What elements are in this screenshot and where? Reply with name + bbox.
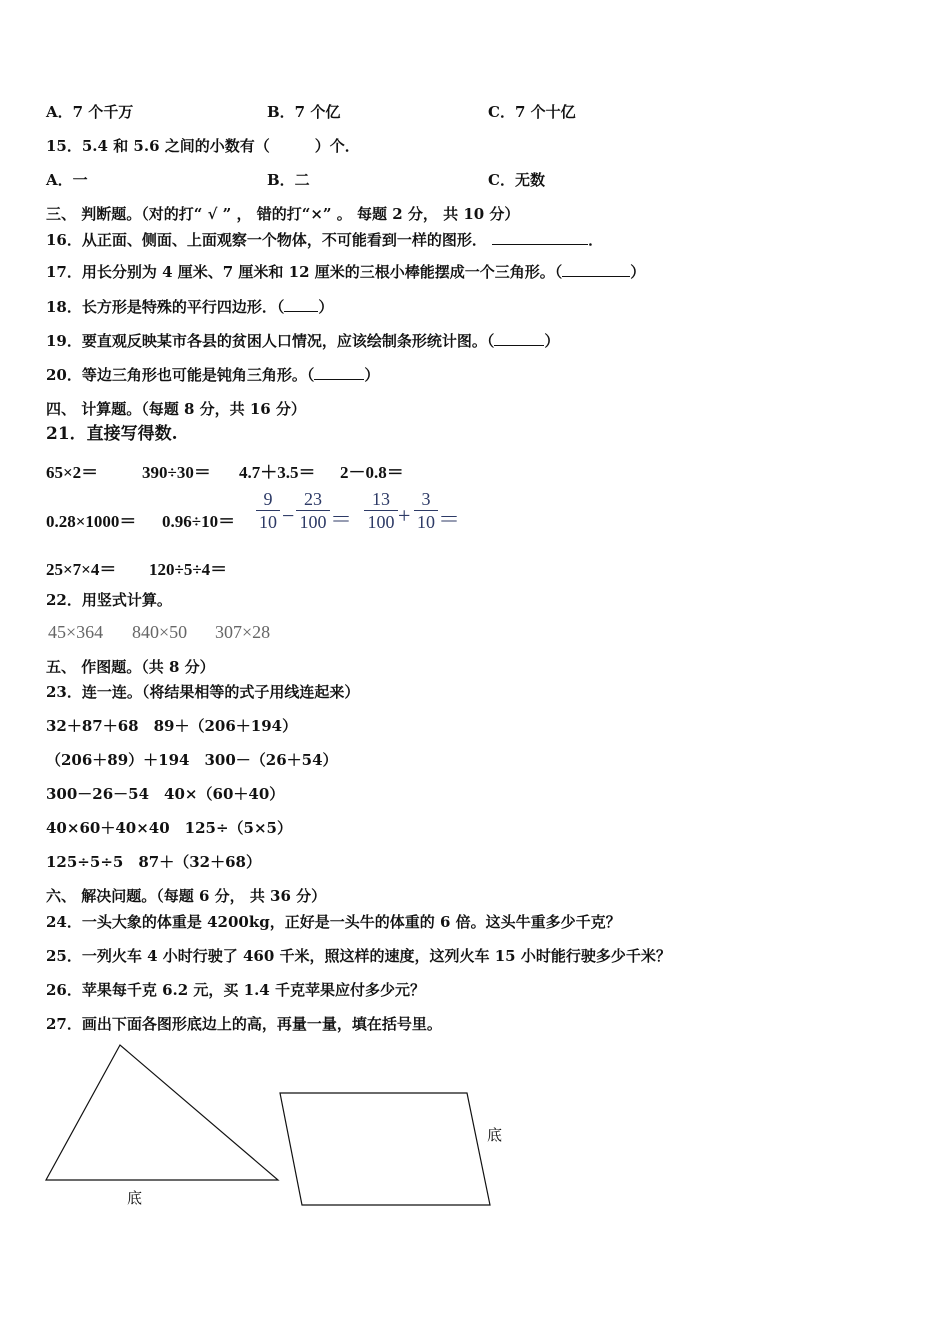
question-22-title: 22．用竖式计算。 [46,591,172,609]
triangle-shape [46,1045,278,1180]
numerator: 3 [421,489,431,509]
section-3-title: 三、 判断题。（对的打“ √ ” ， 错的打“×” 。 每题 2 分， 共 10 分） [46,205,520,223]
question-23-title: 23．连一连。（将结果相等的式子用线连起来） [46,683,360,701]
calc-item: 2－0.8＝ [340,463,404,482]
calc-item: 65×2＝ [46,463,99,482]
option-a: A．一 [46,171,88,189]
question-17-text: 17．用长分别为 4 厘米、7 厘米和 12 厘米的三根小棒能摆成一个三角形。（ [46,263,563,281]
match-row: 32＋87＋68 89＋（206＋194） [46,717,298,735]
answer-blank[interactable] [494,331,544,346]
question-18-text: 18．长方形是特殊的平行四边形．（ [46,298,285,316]
calc-item: 390÷30＝ [142,463,211,482]
question-20-end: ） [364,366,380,384]
calc-item: 120÷5÷4＝ [149,560,228,579]
fraction [296,489,330,532]
question-17 [46,262,645,282]
vertical-calc-item: 45×364 [48,622,104,642]
match-row: （206＋89）＋194 300－（26＋54） [46,751,338,769]
fraction-bar [414,510,438,511]
question-16-text: 16．从正面、侧面、上面观察一个物体，不可能看到一样的图形． [46,231,487,249]
vertical-calc-item: 840×50 [132,622,188,642]
question-21-title: 21．直接写得数. [46,424,178,444]
section-6-title: 六、 解决问题。（每题 6 分， 共 36 分） [46,887,327,905]
numerator: 13 [372,489,390,509]
match-row: 125÷5÷5 87＋（32＋68） [46,853,261,871]
calc-item: 0.28×1000＝ [46,512,137,531]
calc-item: 0.96÷10＝ [162,512,236,531]
question-15: 15．5.4 和 5.6 之间的小数有（ ）个． [46,137,360,155]
question-20-text: 20．等边三角形也可能是钝角三角形。（ [46,366,315,384]
equals-sign: ＝ [330,507,353,532]
fraction-bar [296,510,330,511]
denominator: 10 [259,512,277,532]
question-24: 24．一头大象的体重是 4200kg，正好是一头牛的体重的 6 倍。这头牛重多少千克？ [46,913,621,931]
question-19 [46,331,559,351]
question-27: 27．画出下面各图形底边上的高，再量一量，填在括号里。 [46,1015,442,1033]
numerator: 9 [263,489,273,509]
question-16 [46,230,603,250]
denominator: 100 [299,512,327,532]
equals-sign: ＝ [438,507,461,532]
parallelogram-base-label: 底 [487,1126,503,1144]
minus-sign: − [282,503,295,528]
fraction [364,489,398,532]
option-b: B．7 个亿 [267,103,341,121]
vertical-calc-item: 307×28 [215,622,271,642]
option-c: C．7 个十亿 [488,103,576,121]
option-c: C．无数 [488,171,545,189]
question-18 [46,297,333,317]
plus-sign: + [398,503,411,528]
parallelogram-figure [275,1088,495,1213]
numerator: 23 [304,489,322,509]
triangle-base-label: 底 [127,1189,143,1207]
fraction-bar [256,510,280,511]
question-26: 26．苹果每千克 6.2 元，买 1.4 千克苹果应付多少元？ [46,981,425,999]
answer-blank[interactable] [562,262,630,277]
question-18-end: ） [318,298,334,316]
question-25: 25．一列火车 4 小时行驶了 460 千米，照这样的速度，这列火车 15 小时能行驶多少千米？ [46,947,671,965]
option-a: A．7 个千万 [46,103,134,121]
match-row: 300－26－54 40×（60＋40） [46,785,285,803]
denominator: 100 [367,512,395,532]
section-5-title: 五、 作图题。（共 8 分） [46,658,215,676]
match-row: 40×60＋40×40 125÷（5×5） [46,819,292,837]
answer-blank[interactable] [492,230,588,245]
calc-item: 4.7＋3.5＝ [239,463,316,482]
question-19-end: ） [544,332,560,350]
answer-blank[interactable] [314,365,364,380]
section-4-title: 四、 计算题。（每题 8 分，共 16 分） [46,400,306,418]
question-20 [46,365,379,385]
fraction-bar [364,510,398,511]
fraction [414,489,438,532]
question-17-end: ） [630,263,646,281]
denominator: 10 [417,512,435,532]
parallelogram-shape [280,1093,490,1205]
triangle-figure [40,1040,290,1190]
question-16-end: ． [588,231,604,249]
question-19-text: 19．要直观反映某市各县的贫困人口情况，应该绘制条形统计图。（ [46,332,495,350]
calc-item: 25×7×4＝ [46,560,117,579]
fraction [256,489,280,532]
answer-blank[interactable] [284,297,318,312]
option-b: B．二 [267,171,310,189]
